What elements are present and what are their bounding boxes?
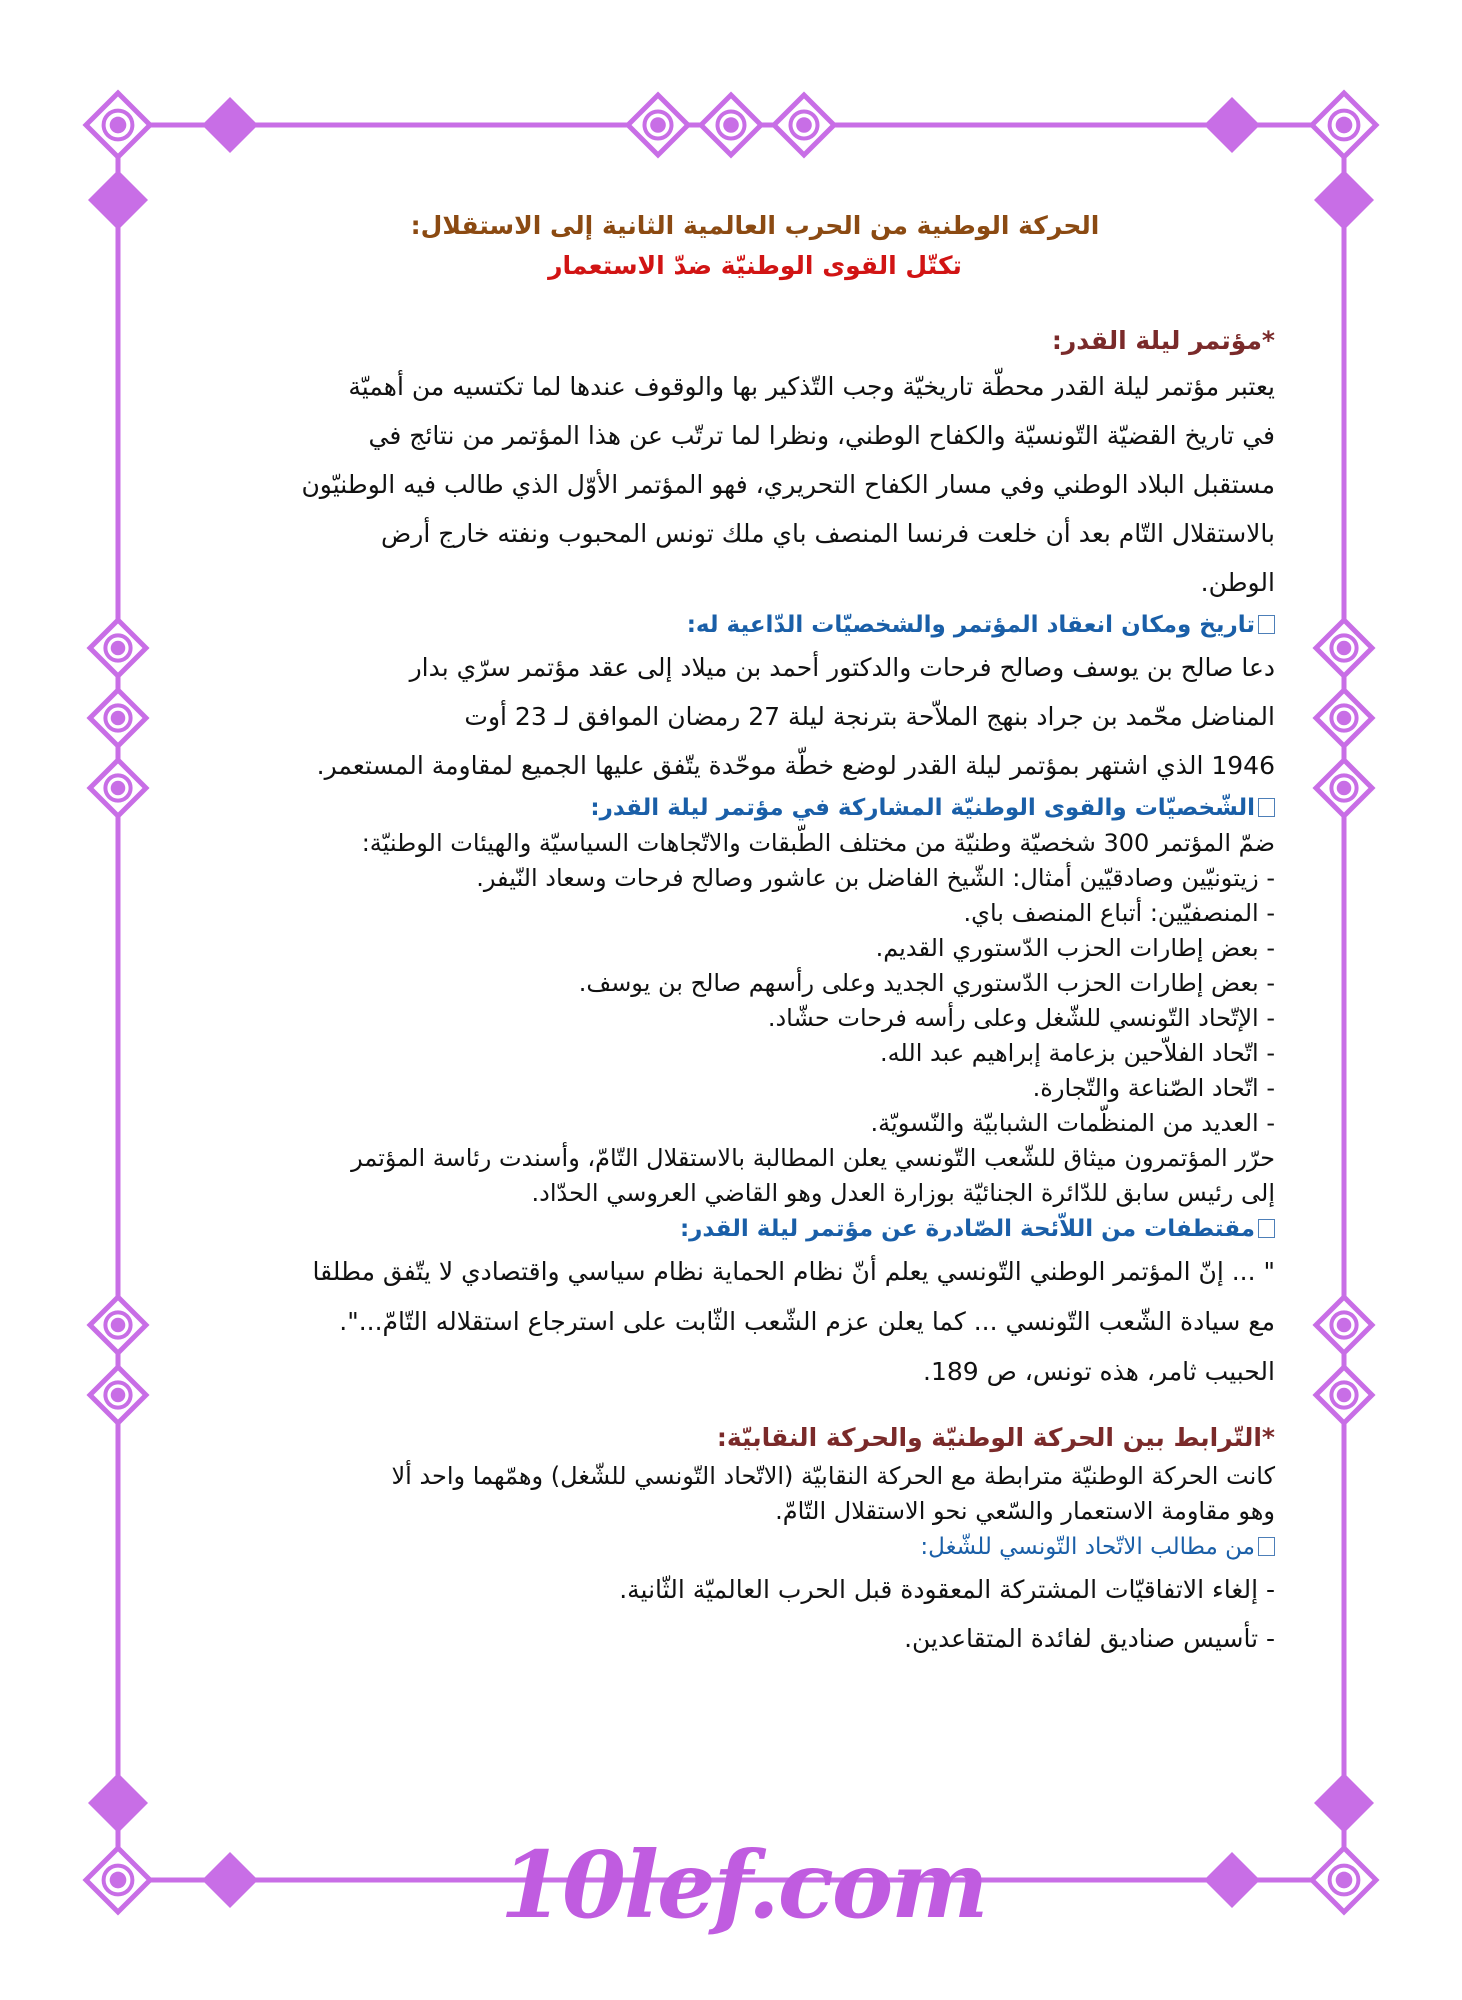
list-item: - زيتونيّين وصادقيّين أمثال: الشّيخ الفاضل بن عاشور وصالح فرحات وسعاد النّيفر. [476,864,1275,892]
right-diamond-bottom [1314,1773,1374,1833]
corner-eye-bottom-right [1312,1848,1376,1912]
subheading-text: من مطالب الاتّحاد التّونسي للشّغل: [920,1534,1255,1560]
subheading-excerpts [235,1211,1275,1247]
left-eye-5 [90,1367,146,1423]
checkbox-glyph-icon [1258,798,1275,817]
paragraph-line: بالاستقلال التّام بعد أن خلعت فرنسا المنصف باي ملك تونس المحبوب ونفته خارج أرض [381,519,1275,548]
quote-block [235,1247,1275,1397]
checkbox-glyph-icon [1258,1219,1275,1238]
left-eye-3 [90,760,146,816]
left-eye-2 [90,690,146,746]
subheading-union-demands [235,1529,1275,1565]
list-item: - العديد من المنظّمات الشبابيّة والنّسويّة. [870,1109,1275,1137]
participants-list [235,826,1275,1211]
right-eye-4 [1316,1297,1372,1353]
paragraph-line: 1946 الذي اشتهر بمؤتمر ليلة القدر لوضع خطّة موحّدة يتّفق عليها الجميع لمقاومة المستعمر. [316,751,1275,780]
corner-eye-top-right [1312,93,1376,157]
list-item: - بعض إطارات الحزب الدّستوري القديم. [875,934,1275,962]
right-eye-2 [1316,690,1372,746]
corner-eye-top-left [86,93,150,157]
paragraph-line: إلى رئيس سابق للدّائرة الجنائيّة بوزارة العدل وهو القاضي العروسي الحدّاد. [531,1179,1275,1207]
bottom-diamond-right [1204,1852,1260,1908]
checkbox-glyph-icon [1258,615,1275,634]
left-diamond-top [88,170,148,230]
quote-line: مع سيادة الشّعب التّونسي ... كما يعلن عزم الشّعب الثّابت على استرجاع استقلاله التّامّ...". [339,1307,1275,1336]
paragraph-line: في تاريخ القضيّة التّونسيّة والكفاح الوطني، ونظرا لما ترتّب عن هذا المؤتمر من نتائج في [368,421,1275,450]
subheading-text: تاريخ ومكان انعقاد المؤتمر والشخصيّات الدّاعية له: [686,612,1255,638]
document-body [235,208,1275,1663]
section1-intro [235,362,1275,607]
list-item: - تأسيس صناديق لفائدة المتقاعدين. [904,1624,1275,1653]
subheading-participants [235,790,1275,826]
paragraph-line: مستقبل البلاد الوطني وفي مسار الكفاح التحريري، فهو المؤتمر الأوّل الذي طالب فيه الوطنيّون [301,470,1275,499]
participants-intro: ضمّ المؤتمر 300 شخصيّة وطنيّة من مختلف الطّبقات والاتّجاهات السياسيّة والهيئات الوطنيّة: [361,829,1275,857]
list-item: - الإتّحاد التّونسي للشّغل وعلى رأسه فرحات حشّاد. [767,1004,1275,1032]
subsection1-text [235,643,1275,790]
demands-list [235,1565,1275,1663]
left-eye-4 [90,1297,146,1353]
list-item: - بعض إطارات الحزب الدّستوري الجديد وعلى رأسهم صالح بن يوسف. [578,969,1275,997]
right-eye-1 [1316,620,1372,676]
left-eye-1 [90,620,146,676]
paragraph-line: كانت الحركة الوطنيّة مترابطة مع الحركة النقابيّة (الاتّحاد التّونسي للشّغل) وهمّهما واحد ألا [391,1462,1275,1490]
corner-eye-bottom-left [86,1848,150,1912]
document-title: الحركة الوطنية من الحرب العالمية الثانية إلى الاستقلال: [410,211,1100,240]
quote-line: " ... إنّ المؤتمر الوطني التّونسي يعلم أنّ نظام الحماية نظام سياسي واقتصادي لا يتّفق مطلقا [312,1257,1275,1286]
paragraph-line: المناضل محّمد بن جراد بنهج الملاّحة بترنجة ليلة 27 رمضان الموافق لـ 23 أوت [464,702,1275,731]
top-diamond-left [202,97,258,153]
list-item: - إلغاء الاتفاقيّات المشتركة المعقودة قبل الحرب العالميّة الثّانية. [619,1575,1275,1604]
section2-text [235,1459,1275,1529]
right-eye-5 [1316,1367,1372,1423]
list-item: - المنصفيّين: أتباع المنصف باي. [963,899,1275,927]
paragraph-line: يعتبر مؤتمر ليلة القدر محطّة تاريخيّة وجب التّذكير بها والوقوف عندها لما تكتسيه من أهميّة [348,372,1275,401]
subheading-text: الشّخصيّات والقوى الوطنيّة المشاركة في مؤتمر ليلة القدر: [590,795,1255,821]
quote-source: الحبيب ثامر، هذه تونس، ص 189. [923,1357,1275,1386]
document-subtitle: تكتّل القوى الوطنيّة ضدّ الاستعمار [548,251,962,280]
subheading-text: مقتطفات من اللاّئحة الصّادرة عن مؤتمر ليلة القدر: [679,1216,1255,1242]
paragraph-line: دعا صالح بن يوسف وصالح فرحات والدكتور أحمد بن ميلاد إلى عقد مؤتمر سرّي بدار [409,653,1275,682]
bottom-diamond-left [202,1852,258,1908]
top-eye-2 [701,95,761,155]
top-diamond-right [1204,97,1260,153]
list-item: - اتّحاد الصّناعة والتّجارة. [1032,1074,1275,1102]
list-item: - اتّحاد الفلاّحين بزعامة إبراهيم عبد الله. [879,1039,1275,1067]
top-eye-1 [628,95,688,155]
right-diamond-top [1314,170,1374,230]
paragraph-line: وهو مقاومة الاستعمار والسّعي نحو الاستقلال التّامّ. [775,1497,1275,1525]
checkbox-glyph-icon [1258,1537,1275,1556]
left-diamond-bottom [88,1773,148,1833]
top-eye-3 [774,95,834,155]
paragraph-line: الوطن. [1200,568,1275,597]
section-heading-laylat-al-qadr: *مؤتمر ليلة القدر: [1051,326,1275,355]
section-heading-union-link: *التّرابط بين الحركة الوطنيّة والحركة النقابيّة: [716,1423,1275,1452]
subheading-date-place [235,607,1275,643]
site-logo: 10lef.com [500,1831,987,1939]
paragraph-line: حرّر المؤتمرون ميثاق للشّعب التّونسي يعلن المطالبة بالاستقلال التّامّ، وأسندت رئاسة المؤتمر [351,1144,1275,1172]
right-eye-3 [1316,760,1372,816]
